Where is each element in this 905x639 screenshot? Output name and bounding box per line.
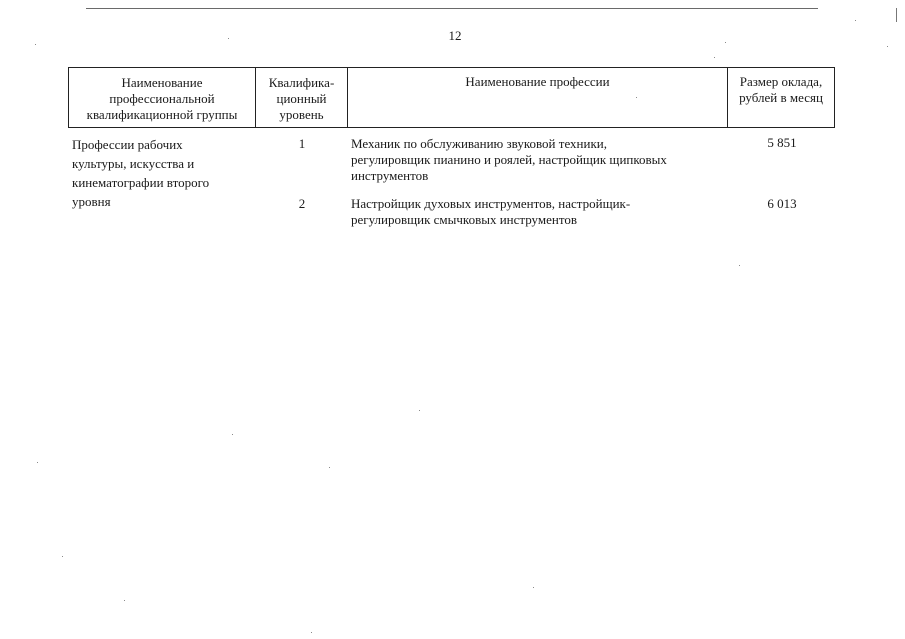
- header-line: рублей в месяц: [739, 90, 823, 105]
- profession-line: инструментов: [351, 168, 429, 183]
- scan-speck: [228, 38, 229, 39]
- group-name-line: Профессии рабочих: [72, 137, 183, 152]
- scan-speck: [739, 265, 740, 266]
- top-rule: [86, 8, 818, 9]
- row-level: 2: [298, 196, 306, 211]
- page-number: 12: [448, 28, 462, 43]
- header-line: Размер оклада,: [739, 74, 823, 89]
- header-line: Квалифика-: [268, 75, 335, 90]
- edge-mark: [896, 8, 897, 22]
- header-line: ционный: [276, 91, 327, 106]
- scan-speck: [855, 20, 856, 21]
- scan-speck: [62, 556, 63, 557]
- scan-speck: [419, 410, 420, 411]
- group-name-line: кинематографии второго: [72, 175, 210, 190]
- header-line: Наименование профессии: [465, 74, 610, 89]
- row-profession: [351, 136, 731, 184]
- header-line: Наименование: [121, 75, 203, 90]
- profession-line: Настройщик духовых инструментов, настройщик-: [351, 196, 631, 211]
- table-header: [68, 67, 835, 128]
- header-profession-name: [348, 68, 728, 127]
- scan-speck: [124, 600, 125, 601]
- header-group-name: [69, 68, 256, 127]
- header-salary: [728, 68, 834, 127]
- profession-line: регулировщик смычковых инструментов: [351, 212, 577, 227]
- scan-speck: [725, 42, 726, 43]
- header-qualification-level: [256, 68, 348, 127]
- profession-line: регулировщик пианино и роялей, настройщик щипковых: [351, 152, 667, 167]
- row-salary: 6 013: [767, 196, 797, 211]
- group-name-line: уровня: [72, 194, 111, 209]
- row-profession: [351, 196, 731, 228]
- scan-speck: [35, 44, 36, 45]
- scan-speck: [232, 434, 233, 435]
- profession-line: Механик по обслуживанию звуковой техники,: [351, 136, 607, 151]
- header-line: уровень: [279, 107, 324, 122]
- scan-speck: [887, 46, 888, 47]
- header-line: профессиональной: [109, 91, 215, 106]
- scan-speck: [714, 57, 715, 58]
- row-salary: 5 851: [767, 135, 797, 150]
- professional-group-name: [72, 135, 242, 211]
- scan-speck: [37, 462, 38, 463]
- scan-speck: [311, 632, 312, 633]
- scan-speck: [329, 467, 330, 468]
- scan-speck: [533, 587, 534, 588]
- row-level: 1: [298, 136, 306, 151]
- header-line: квалификационной группы: [86, 107, 238, 122]
- group-name-line: культуры, искусства и: [72, 156, 195, 171]
